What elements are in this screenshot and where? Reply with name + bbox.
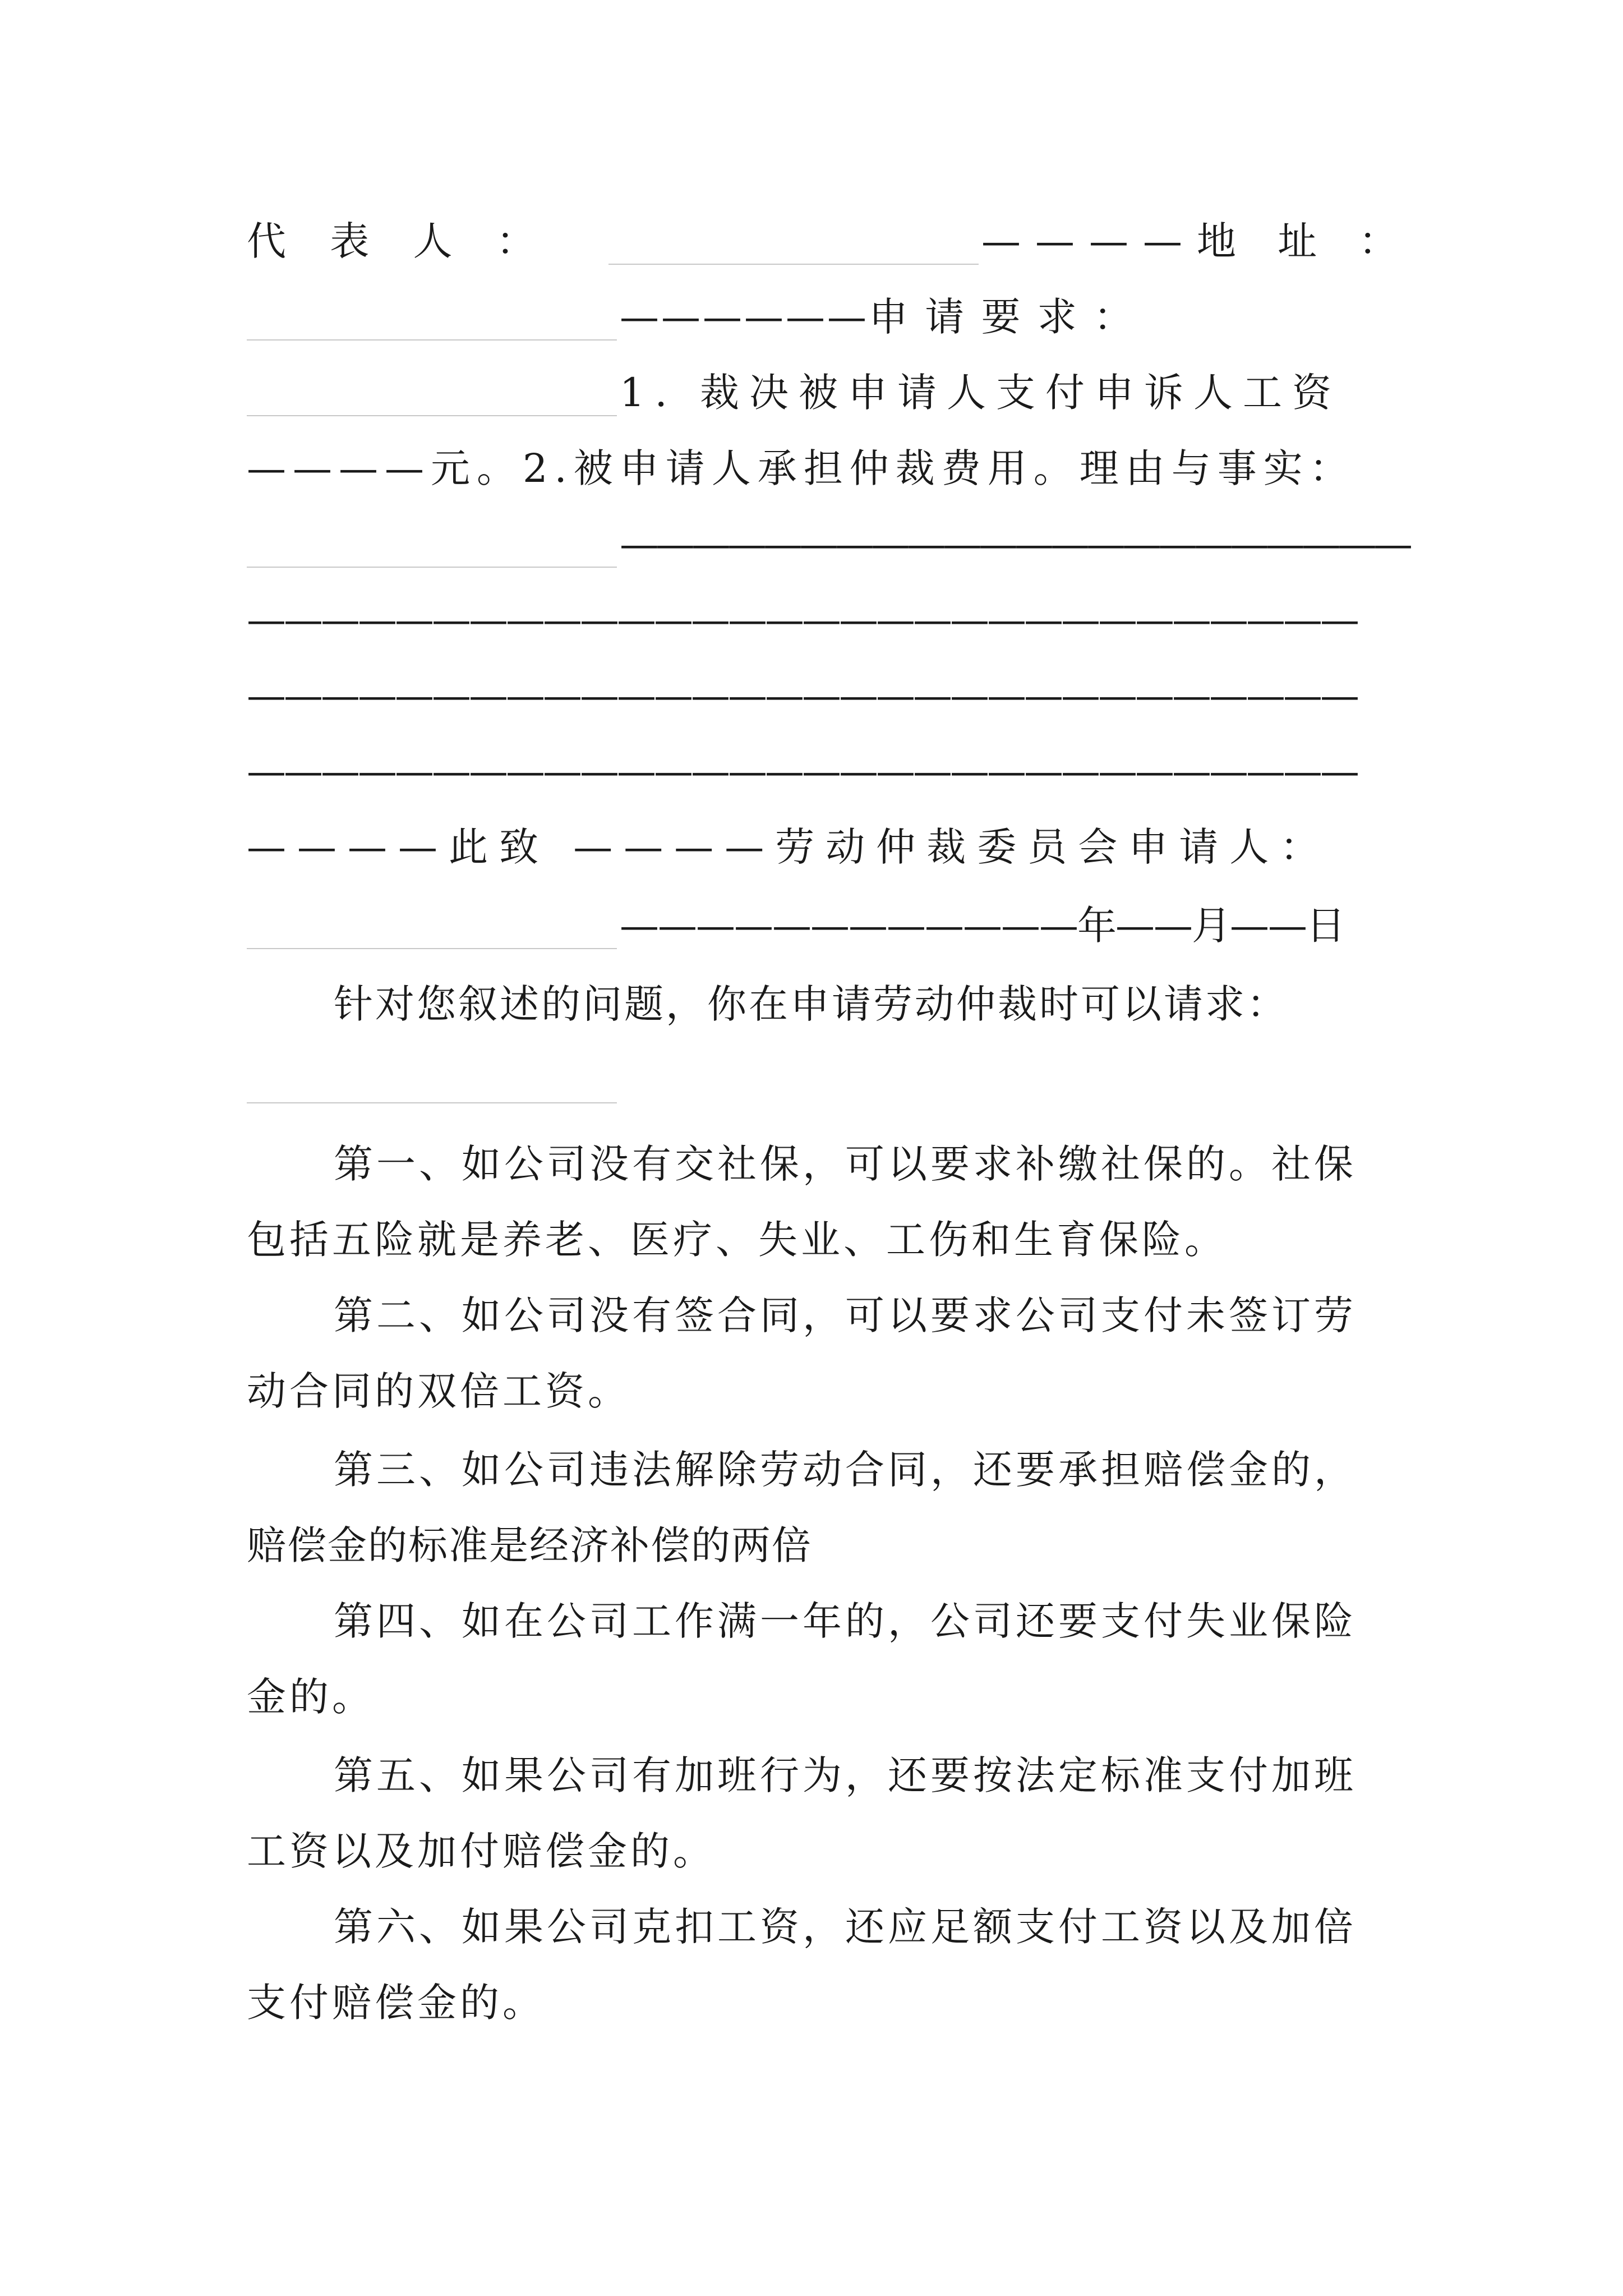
advice-item-text: 赔偿金的标准是经济补偿的两倍 (247, 1522, 812, 1568)
salutation-text: ————此致 ————劳动仲裁委员会申请人： (247, 824, 1331, 870)
advice-item-text: 支付赔偿金的。 (247, 1980, 545, 2026)
reason-line: —————————————————————————————— (247, 597, 1357, 643)
blank-underline (247, 415, 617, 416)
advice-item-4-second (247, 1672, 1391, 1722)
advice-item-6-second (247, 1977, 1391, 2028)
advice-item-3-second (247, 1520, 1391, 1571)
claim-2-text: ————元。2.被申请人承担仲裁费用。理由与事实： (247, 445, 1355, 491)
advice-item-text: 工资以及加付赔偿金的。 (247, 1828, 716, 1874)
advice-item-3-first (247, 1444, 1478, 1495)
form-line-reason-4 (247, 746, 1391, 797)
form-line-reason-2 (247, 595, 1391, 645)
blank-underline (247, 567, 617, 568)
form-line-request (620, 292, 1391, 342)
advice-item-text: 第五、如果公司有加班行为，还要按法定标准支付加班 (334, 1752, 1357, 1798)
advice-item-1-second (247, 1214, 1391, 1265)
advice-item-text: 第三、如公司违法解除劳动合同，还要承担赔偿金的， (334, 1447, 1357, 1493)
reason-line: —————————————————————————————— (247, 748, 1357, 794)
form-line-claim-1 (620, 367, 1391, 418)
blank-underline (247, 339, 617, 341)
reason-line: —————————————————————————————— (247, 673, 1357, 719)
advice-item-text: 第四、如在公司工作满一年的，公司还要支付失业保险 (334, 1598, 1357, 1644)
reason-line: —————————————————————— (620, 521, 1409, 567)
advice-item-1-first (247, 1139, 1478, 1189)
form-line-reason-3 (247, 670, 1391, 721)
advice-item-text: 包括五险就是养老、医疗、失业、工伤和生育保险。 (247, 1217, 1227, 1263)
advice-item-text: 动合同的双倍工资。 (247, 1368, 630, 1414)
form-line-reason-1 (620, 519, 1409, 569)
blank-underline (247, 948, 617, 949)
form-line-claim-2 (247, 443, 1391, 494)
claim-1-text: 1. 裁决被申请人支付申诉人工资 (620, 370, 1342, 416)
advice-intro (247, 979, 1478, 1029)
advice-item-text: 第一、如公司没有交社保，可以要求补缴社保的。社保 (334, 1141, 1357, 1187)
advice-item-6-first (247, 1902, 1478, 1952)
representative-label: 代 表 人 ： (247, 218, 551, 264)
blank-underline (247, 1102, 617, 1103)
request-label: ——————申 请 要 求 ： (620, 294, 1136, 340)
advice-item-5-first (247, 1750, 1478, 1801)
advice-item-4-first (247, 1596, 1478, 1646)
date-text: ————————————年——月——日 (620, 903, 1344, 949)
advice-item-text: 第二、如公司没有签合同，可以要求公司支付未签订劳 (334, 1292, 1357, 1338)
form-line-address (981, 216, 1413, 266)
form-line-date (620, 900, 1391, 951)
blank-underline (608, 264, 979, 265)
advice-item-2-first (247, 1290, 1478, 1341)
form-line-salutation (247, 822, 1391, 872)
advice-item-text: 金的。 (247, 1674, 375, 1720)
address-label: ————地 址 ： (981, 218, 1413, 264)
advice-item-5-second (247, 1826, 1391, 1876)
advice-intro-text: 针对您叙述的问题，你在申请劳动仲裁时可以请求： (334, 981, 1288, 1027)
advice-item-text: 第六、如果公司克扣工资，还应足额支付工资以及加倍 (334, 1904, 1357, 1950)
advice-item-2-second (247, 1366, 1391, 1416)
